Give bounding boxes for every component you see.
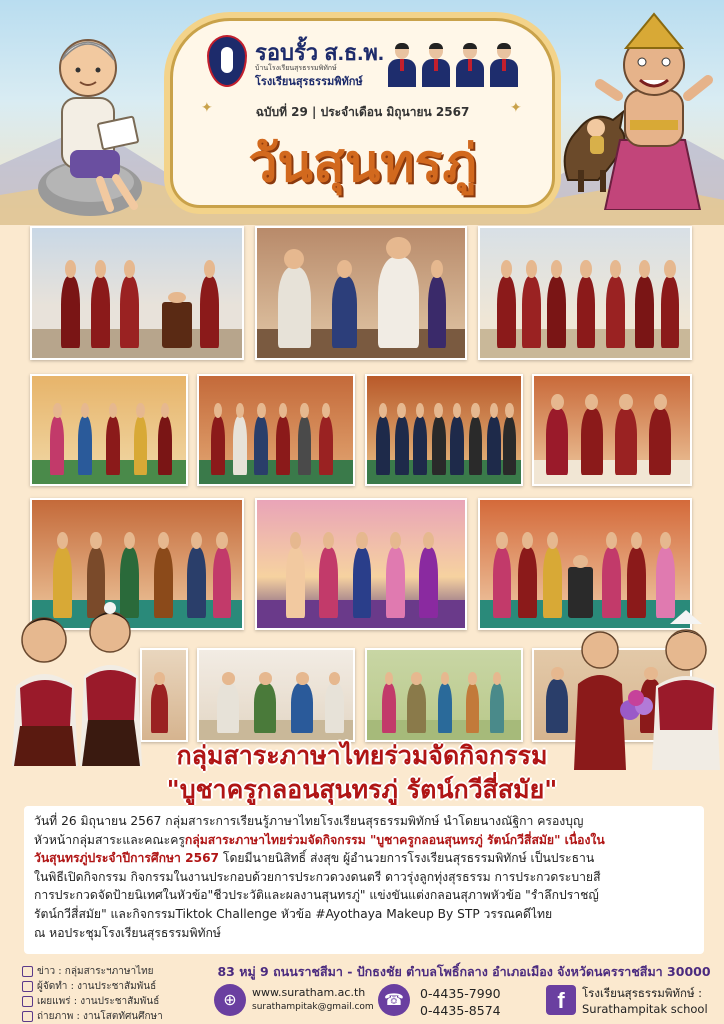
sunthorn-phu-character xyxy=(30,10,150,220)
school-name: โรงเรียนสุรธรรมพิทักษ์ xyxy=(255,75,363,88)
event-photo xyxy=(478,226,692,360)
article-highlight: วันสุนทรภู่ประจำปีการศึกษา 2567 xyxy=(34,851,220,866)
camera-icon xyxy=(22,1011,33,1022)
event-photo xyxy=(30,374,188,486)
executive-portrait xyxy=(387,43,417,87)
event-photo xyxy=(197,374,355,486)
article-line: ในพิธีเปิดกิจกรรม กิจกรรมในงานประกอบด้วยการประกวดวงดนตรี ดาวรุ่งลูกทุ่งสุรธรรม การประกวดระบายสี xyxy=(34,869,601,884)
website-block xyxy=(252,986,374,1014)
header-banner xyxy=(0,0,724,225)
sparkle-icon: ✦ xyxy=(201,100,213,116)
giantess-character xyxy=(590,10,715,210)
executives-group xyxy=(387,43,519,87)
event-photo xyxy=(255,498,467,630)
credit-photo: ถ่ายภาพ : งานโสตทัศนศึกษา xyxy=(37,1011,163,1022)
article-line: วันที่ 26 มิถุนายน 2567 กลุ่มสาระการเรียนรู้ภาษาไทยโรงเรียนสุรธรรมพิทักษ์ นำโดยนางณัฐิกา ครองบุญ xyxy=(34,814,584,828)
phone-number[interactable]: 0-4435-7990 xyxy=(420,986,501,1001)
headline-line-1: กลุ่มสาระภาษาไทยร่วมจัดกิจกรรม xyxy=(176,741,548,770)
event-photo xyxy=(365,648,523,742)
school-logo-icon xyxy=(207,35,247,87)
article-highlight: กลุ่มสาระภาษาไทยร่วมจัดกิจกรรม "บูชาครูกลอนสุนทรภู่ รัตน์กวีสี่สมัย" เนื่องใน xyxy=(184,832,605,847)
article-text: หัวหน้ากลุ่มสาระและคณะครู xyxy=(34,832,185,847)
phone-number[interactable]: 0-4435-8574 xyxy=(420,1003,501,1018)
newsletter-brand: รอบรั้ว ส.ธ.พ. xyxy=(255,40,384,65)
executive-portrait xyxy=(455,43,485,87)
credit-publisher: เผยแพร่ : งานประชาสัมพันธ์ xyxy=(37,996,160,1007)
email-link[interactable]: surathampitak@gmail.com xyxy=(252,1002,374,1012)
article-line xyxy=(34,831,694,850)
article-line xyxy=(34,849,694,868)
event-photo xyxy=(365,374,523,486)
school-address: 83 หมู่ 9 ถนนราชสีมา - ปักธงชัย ตำบลโพธิ์กลาง อำเภอเมือง จังหวัดนครราชสีมา 30000 xyxy=(217,964,711,979)
executive-portrait xyxy=(489,43,519,87)
phone-icon: ☎ xyxy=(378,984,410,1016)
event-photo xyxy=(255,226,467,360)
globe-icon: ⊕ xyxy=(214,984,246,1016)
news-icon xyxy=(22,966,33,977)
facebook-page[interactable] xyxy=(582,985,708,1017)
main-title: วันสุนทรภู่ xyxy=(248,133,477,194)
article-text: โดยมีนายนิสิทธิ์ ส่งสุข ผู้อำนวยการโรงเรียนสุรธรรมพิทักษ์ เป็นประธาน xyxy=(219,851,595,866)
credit-organizer: ผู้จัดทำ : งานประชาสัมพันธ์ xyxy=(37,981,157,992)
executive-portrait xyxy=(421,43,451,87)
article-line: การประกวดจัดป้ายนิเทศในหัวข้อ"ชีวประวัติและผลงานสุนทรภู่" แข่งขันแต่งกลอนสุภาพหัวข้อ "รำลึกปราชญ์ xyxy=(34,888,599,903)
event-photo xyxy=(197,648,355,742)
sparkle-icon: ✦ xyxy=(510,100,522,116)
credits xyxy=(22,964,163,1024)
facebook-name-en: Surathampitak school xyxy=(582,1002,708,1016)
footer xyxy=(0,958,724,1024)
event-photo xyxy=(30,226,244,360)
facebook-icon: f xyxy=(546,985,576,1015)
event-photo xyxy=(532,374,692,486)
organizer-icon xyxy=(22,981,33,992)
issue-info: ฉบับที่ 29 | ประจำเดือน มิถุนายน 2567 xyxy=(255,105,470,119)
publish-icon xyxy=(22,996,33,1007)
title-banner xyxy=(170,18,555,208)
article-line: รัตน์กวีสี่สมัย" และกิจกรรมTiktok Challenge หัวข้อ #Ayothaya Makeup By STP วรรณคดีไทย xyxy=(34,906,553,921)
website-link[interactable]: www.suratham.ac.th xyxy=(252,986,366,999)
article-line: ณ หอประชุมโรงเรียนสุรธรรมพิทักษ์ xyxy=(34,925,221,940)
phone-numbers xyxy=(420,985,501,1019)
credit-news: ข่าว : กลุ่มสาระฯภาษาไทย xyxy=(37,966,154,977)
article-body xyxy=(24,806,704,954)
facebook-name-th: โรงเรียนสุรธรรมพิทักษ์ : xyxy=(582,986,703,1000)
headline-line-2: "บูชาครูกลอนสุนทรภู่ รัตน์กวีสี่สมัย" xyxy=(166,775,558,804)
school-name-small: บ้านโรงเรียนสุรธรรมพิทักษ์ xyxy=(255,64,337,72)
